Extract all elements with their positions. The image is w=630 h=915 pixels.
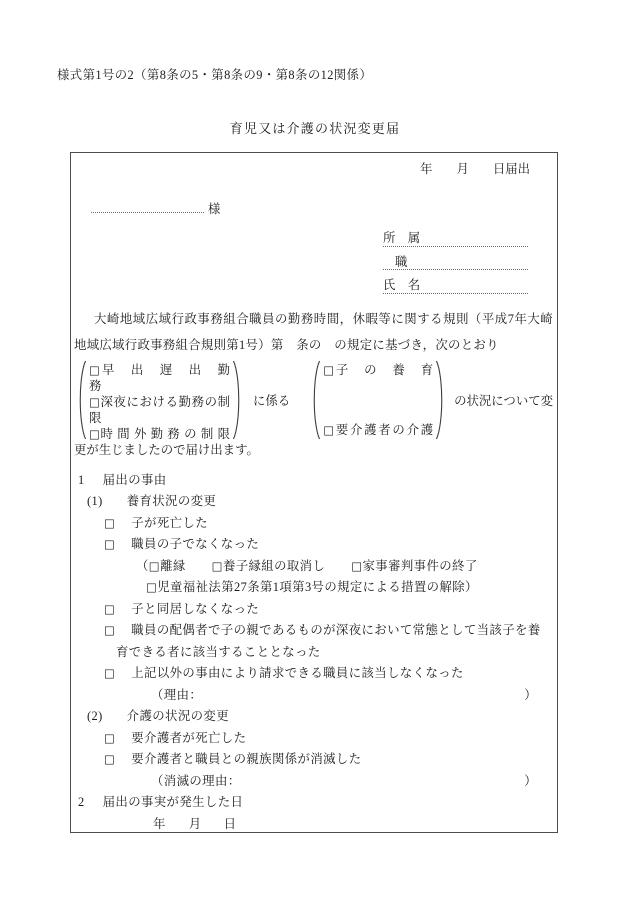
adoption-cancel-label: 養子縁組の取消し xyxy=(222,558,326,573)
no-longer-employee-child-label: 職員の子でなくなった xyxy=(131,537,260,551)
subsection-2-title: 介護の状況の変更 xyxy=(126,709,229,723)
child-welfare-act-checkbox[interactable]: □ xyxy=(146,580,158,594)
child-welfare-act-label: 児童福祉法第27条第1項第3号の規定による措置の解除 xyxy=(157,580,466,594)
other-reason-label: 上記以外の事由により請求できる職員に該当しなくなった xyxy=(131,666,464,680)
subsection-2-number: (2) xyxy=(87,709,103,723)
form-reference: 様式第1号の2（第8条の5・第8条の9・第8条の12関係） xyxy=(57,68,373,82)
reason-1-close-paren: ） xyxy=(524,687,537,702)
change-type-row xyxy=(76,360,553,440)
affiliation-field[interactable] xyxy=(383,223,528,247)
spouse-can-care-label: 職員の配偶者で子の親であるものが深夜において常態として当該子を養育できる者に該当することとなった xyxy=(116,623,541,659)
item-care-receiver-died xyxy=(104,728,553,750)
section-1-title: 届出の事由 xyxy=(102,472,167,487)
large-paren-open-icon xyxy=(310,360,321,440)
subsection-1-title: 養育状況の変更 xyxy=(126,494,217,508)
care-receiver-died-label: 要介護者が死亡した xyxy=(131,730,247,745)
day-submit-label: 日届出 xyxy=(492,162,530,176)
late-night-limit-label: 深夜における勤務の制限 xyxy=(89,394,231,425)
section-1-number: 1 xyxy=(78,472,85,487)
option-family-care xyxy=(323,422,433,438)
no-longer-employee-child-checkbox[interactable]: □ xyxy=(104,537,116,551)
adoption-cancel-checkbox[interactable]: □ xyxy=(211,558,223,573)
position-label: 職 xyxy=(395,254,408,269)
detail-options-line-1 xyxy=(136,556,553,578)
detail-pair-adoption-cancel xyxy=(212,556,326,578)
other-reason-checkbox[interactable]: □ xyxy=(104,666,116,680)
care-receiver-died-checkbox[interactable]: □ xyxy=(104,730,116,745)
section-2-heading xyxy=(78,792,553,814)
detail-open-paren: （ xyxy=(136,558,149,573)
family-care-checkbox[interactable]: □ xyxy=(323,422,336,437)
subsection-1-heading xyxy=(87,491,553,513)
care-type-options xyxy=(321,361,435,439)
section-1-heading xyxy=(78,470,553,492)
early-late-shift-checkbox[interactable]: □ xyxy=(89,362,102,377)
large-paren-close-icon xyxy=(232,360,243,440)
detail-options-line-2 xyxy=(146,577,553,599)
large-paren-close-icon xyxy=(435,360,446,440)
subsection-1-number: (1) xyxy=(87,494,103,508)
main-form-box xyxy=(70,152,558,833)
option-early-late-shift xyxy=(89,362,243,394)
addressee-input-line[interactable] xyxy=(91,198,204,213)
status-suffix-text: の状況について変 xyxy=(454,393,553,408)
early-late-shift-label: 早 出 遅 出 勤 務 xyxy=(89,362,243,393)
no-longer-cohabiting-label: 子と同居しなくなった xyxy=(131,601,260,616)
dissolution-checkbox[interactable]: □ xyxy=(148,558,161,573)
large-paren-open-icon xyxy=(76,360,87,440)
signer-fields xyxy=(383,223,528,294)
overtime-limit-label: 時 間 外 勤 務 の 制 限 xyxy=(100,426,231,441)
reason-list xyxy=(74,470,553,834)
dissolution-label: 離縁 xyxy=(160,558,186,573)
reason-2-close-paren: ） xyxy=(524,773,537,788)
child-care-label: 子 の 養 育 xyxy=(335,362,434,377)
section-2-title: 届出の事実が発生した日 xyxy=(102,795,244,809)
connector-text: に係る xyxy=(253,393,291,408)
name-field[interactable] xyxy=(383,270,528,294)
family-court-checkbox[interactable]: □ xyxy=(351,558,363,573)
late-night-limit-checkbox[interactable]: □ xyxy=(89,394,101,409)
item-spouse-can-care xyxy=(104,620,553,663)
work-type-options xyxy=(87,361,243,441)
item-no-longer-employee-child xyxy=(104,534,553,556)
detail-pair-dissolution xyxy=(136,556,186,578)
no-longer-cohabiting-checkbox[interactable]: □ xyxy=(104,601,116,616)
document-title: 育児又は介護の状況変更届 xyxy=(229,121,401,136)
affiliation-label: 所 属 xyxy=(383,231,421,245)
occurrence-day-label: 日 xyxy=(223,816,237,831)
item-no-longer-cohabiting xyxy=(104,599,553,621)
occurrence-year-label: 年 xyxy=(153,816,166,831)
month-label: 月 xyxy=(456,162,469,176)
reason-1-label: （理由： xyxy=(151,687,203,702)
section-2-number: 2 xyxy=(78,795,85,809)
detail-pair-family-court xyxy=(351,556,477,578)
year-label: 年 xyxy=(420,162,433,176)
closing-sentence: 更が生じましたので届け出ます。 xyxy=(74,442,259,457)
overtime-limit-checkbox[interactable]: □ xyxy=(89,426,101,441)
legal-paragraph: 大崎地域広域行政事務組合職員の勤務時間，休暇等に関する規則（平成7年大崎地域広域行政事務組合規則第1号）第 条の の規定に基づき，次のとおり xyxy=(74,311,553,352)
kinship-ended-label: 要介護者と職員との親族関係が消滅した xyxy=(131,752,362,766)
item-child-died xyxy=(104,513,553,535)
reason-line-1[interactable] xyxy=(151,685,553,707)
name-label: 氏 名 xyxy=(383,278,421,292)
addressee-honorific: 様 xyxy=(208,202,221,216)
family-court-label: 家事審判事件の終了 xyxy=(362,558,478,573)
option-child-care xyxy=(323,362,433,378)
occurrence-month-label: 月 xyxy=(188,816,202,831)
option-late-night-limit xyxy=(89,394,230,426)
family-care-label: 要介護者の介護 xyxy=(335,422,434,437)
submit-date-line xyxy=(74,159,530,179)
subsection-2-heading xyxy=(87,706,553,728)
item-other-reason xyxy=(104,663,553,685)
child-care-checkbox[interactable]: □ xyxy=(323,362,336,377)
child-died-checkbox[interactable]: □ xyxy=(104,515,116,530)
reason-line-2[interactable] xyxy=(151,771,553,793)
occurrence-date-line[interactable] xyxy=(153,814,553,834)
child-died-label: 子が死亡した xyxy=(131,515,209,530)
spouse-can-care-checkbox[interactable]: □ xyxy=(104,623,116,637)
kinship-ended-checkbox[interactable]: □ xyxy=(104,752,116,766)
position-field[interactable] xyxy=(383,247,528,271)
item-kinship-ended xyxy=(104,749,553,771)
addressee-line xyxy=(91,197,553,221)
detail-close-paren: ） xyxy=(465,580,478,594)
reason-2-label: （消滅の理由： xyxy=(151,773,241,788)
